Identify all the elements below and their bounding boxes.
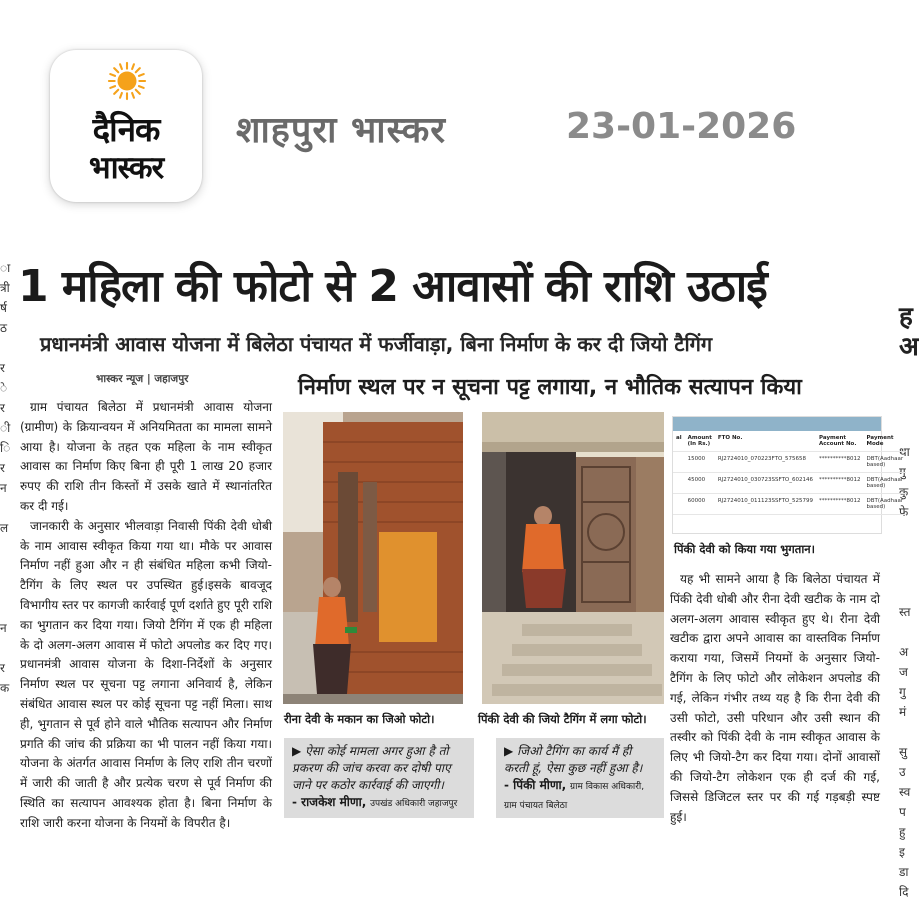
table-cell: DBT(Aadhaar based) xyxy=(864,473,907,494)
article-headline: 1 महिला की फोटो से 2 आवासों की राशि उठाई xyxy=(18,261,767,312)
quote-author-name: - राजकेश मीणा, xyxy=(292,795,367,809)
table-cell: **********8012 xyxy=(816,473,864,494)
logo-text-bhaskar: भास्कर xyxy=(88,150,164,186)
table-header-cell: Amount (In Rs.) xyxy=(685,431,715,452)
quote-text: ऐसा कोई मामला अगर हुआ है तो प्रकरण की जांच करवा कर दोषी पाए जाने पर कठोर कार्रवाई की जाएगी। xyxy=(292,744,451,792)
table-header-row xyxy=(673,431,906,452)
payment-table xyxy=(673,431,906,515)
photo-pinki-devi-geotag xyxy=(482,412,664,704)
quote-text: जिओ टैगिंग का कार्य मैं ही करती हूं, ऐसा कुछ नहीं हुआ है। xyxy=(504,744,643,775)
edition-title: शाहपुरा भास्कर xyxy=(236,110,446,151)
table-cell: 45000 xyxy=(685,473,715,494)
table-cell xyxy=(673,452,685,473)
caption-payment-table: पिंकी देवी को किया गया भुगतान। xyxy=(674,542,816,556)
photo-section-heading: निर्माण स्थल पर न सूचना पट्ट लगाया, न भौतिक सत्यापन किया xyxy=(298,375,802,400)
table-cell: DBT(Aadhaar based) xyxy=(864,494,907,515)
table-cell: 15000 xyxy=(685,452,715,473)
body-paragraph: यह भी सामने आया है कि बिलेठा पंचायत में पिंकी देवी धोबी और रीना देवी खटीक के नाम दो अलग-अलग आवास स्वीकृत हुए थे। रीना देवी खटीक द्वारा अपने आवास का वास्तविक निर्माण कराया गया, जिसमें नियमों के अनुसार जियो-टैगिंग के लिए फोटो और लोकेशन अपलोड की गई, लेकिन गंभीर तथ्य यह है कि रीना देवी की उसी फोटो, उसी परिधान और उसी स्थान की तस्वीर को पिंकी देवी के नाम स्वीकृत आवास के लिए भी जियो-टैग कर दिया गया। दोनों आवासों की जियो-टैग लोकेशन एक ही दर्ज की गई, जिससे डिजिटल स्तर पर की गई गड़बड़ी स्पष्ट हुई। xyxy=(670,572,880,824)
table-cell: **********8012 xyxy=(816,494,864,515)
left-neighbour-column-edge: ा त्री र्ष ठ र े र ी ि र न ल न र क xyxy=(0,261,11,695)
table-row xyxy=(673,473,906,494)
body-paragraph: जानकारी के अनुसार भीलवाड़ा निवासी पिंकी देवी धोबी के नाम आवास स्वीकृत किया गया था। मौके पर आवास निर्माण नहीं हुआ और न ही संबंधित महिला कभी जियो-टैगिंग के लिए स्थल पर उपस्थित हुई।इसके बावजूद विभागीय स्तर पर कागजी कार्रवाई पूर्ण दर्शाते हुए पूरी राशि का भुगतान कर दिया गया। जियो टैगिंग में एक ही महिला के दो अलग-अलग आवास में फोटो अपलोड कर दिए गए। प्रधानमंत्री आवास योजना के दिशा-निर्देशों के अनुसार निर्माण स्थल पर सूचना पट्ट लगाना अनिवार्य है, लेकिन संबंधित आवास स्थल पर कोई सूचना पट्ट नहीं मिला। साथ ही, भुगतान से पूर्व होने वाले भौतिक सत्यापन और निर्माण प्रगति की जांच की प्रक्रिया का भी पालन नहीं किया गया। योजना के अंतर्गत आवास निर्माण के लिए राशि तीन चरणों में जारी की जाती है और प्रत्येक चरण से पूर्व निर्माण की स्थिति का सत्यापन आवश्यक होता है। बिना निर्माण के राशि जारी करना योजना के नियमों के विपरीत है। xyxy=(20,518,272,830)
table-header-cell: al xyxy=(673,431,685,452)
right-neighbour-column-edge xyxy=(899,262,919,899)
table-header-cell: Payment Account No. xyxy=(816,431,864,452)
article-body-column-2 xyxy=(670,570,880,827)
sun-icon xyxy=(108,62,146,100)
article-subheadline: प्रधानमंत्री आवास योजना में बिलेठा पंचायत में फर्जीवाड़ा, बिना निर्माण के कर दी जियो टैगिंग xyxy=(40,332,713,356)
table-cell xyxy=(673,494,685,515)
article-body-column-1 xyxy=(20,398,272,834)
right-edge-text-fragment: था गु कु फे स्त अ ज गु मं सु उ स्व प हु इ डा दि xyxy=(899,445,911,899)
table-header-cell: FTO No. xyxy=(715,431,816,452)
caption-pinki-devi-photo: पिंकी देवी की जियो टैगिंग में लगा फोटो। xyxy=(478,712,647,726)
payment-table-image xyxy=(672,416,904,534)
caption-reena-devi-photo: रीना देवी के मकान का जिओ फोटो। xyxy=(284,712,435,726)
table-cell: RJ2724010_030723SSFTO_602146 xyxy=(715,473,816,494)
quote-author-designation: ग्राम विकास अधिकारी, ग्राम पंचायत बिलेठा xyxy=(504,782,645,811)
photo-pinki-devi-geotag-illustration xyxy=(482,412,664,704)
dainik-bhaskar-logo xyxy=(50,50,202,202)
right-edge-heading-fragment: ह अ xyxy=(899,302,919,362)
photo-reena-devi-house-illustration xyxy=(283,412,463,704)
table-cell: **********8012 xyxy=(816,452,864,473)
table-header-cell: Payment Mode xyxy=(864,431,907,452)
quote-author-name: - पिंकी मीणा, xyxy=(504,778,567,792)
edition-date: 23-01-2026 xyxy=(566,106,797,147)
quote-marker-icon: ▶ xyxy=(292,744,302,758)
quote-box-sdm xyxy=(284,738,474,818)
payment-table-header-bar xyxy=(673,417,881,431)
table-cell: DBT(Aadhaar based) xyxy=(864,452,907,473)
table-cell: RJ2724010_070223FTO_575658 xyxy=(715,452,816,473)
table-row xyxy=(673,494,906,515)
quote-box-vdo xyxy=(496,738,664,818)
table-cell: 60000 xyxy=(685,494,715,515)
logo-text-dainik: दैनिक xyxy=(92,110,160,149)
quote-author-designation: उपखंड अधिकारी जहाजपुर xyxy=(370,799,458,809)
body-paragraph: ग्राम पंचायत बिलेठा में प्रधानमंत्री आवास योजना (ग्रामीण) के क्रियान्वयन में अनियमितता का मामला सामने आया है। योजना के तहत एक महिला के नाम स्वीकृत आवास का निर्माण किए बिना ही पूरी 1 लाख 20 हजार रुपए की राशि तीन किस्तों में उसके खाते में स्थानांतरित कर दी गई। xyxy=(20,400,272,513)
table-cell xyxy=(673,473,685,494)
byline: भास्कर न्यूज | जहाजपुर xyxy=(96,373,189,385)
photo-reena-devi-house xyxy=(283,412,463,704)
table-cell: RJ2724010_011123SSFTO_525799 xyxy=(715,494,816,515)
quote-marker-icon: ▶ xyxy=(504,744,514,758)
table-row xyxy=(673,452,906,473)
